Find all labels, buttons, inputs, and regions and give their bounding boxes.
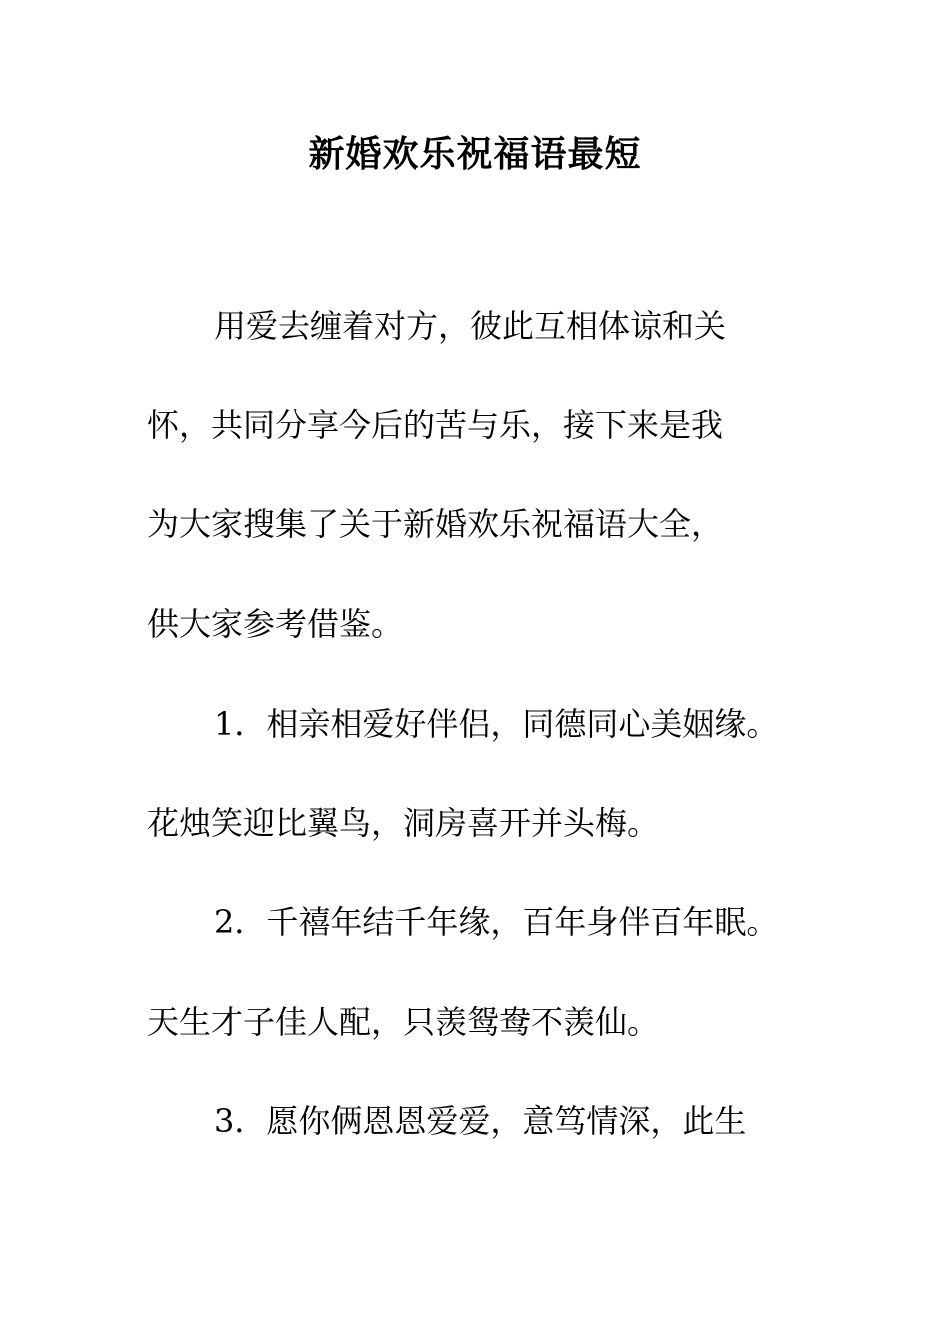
paragraph-line-1: 用爱去缠着对方，彼此互相体谅和关 <box>214 307 727 345</box>
paragraph-line-3: 为大家搜集了关于新婚欢乐祝福语大全， <box>147 505 724 543</box>
paragraph-line-2: 怀，共同分享今后的苦与乐，接下来是我 <box>147 406 724 444</box>
paragraph-line-4: 供大家参考借鉴。 <box>147 605 404 643</box>
list-item-2-line-2: 天生才子佳人配，只羡鸳鸯不羡仙。 <box>147 1003 660 1041</box>
list-item-1-line-2: 花烛笑迎比翼鸟，洞房喜开并头梅。 <box>147 804 660 842</box>
list-item-2-line-1: 2．千禧年结千年缘，百年身伴百年眠。 <box>214 903 779 941</box>
list-item-3-line-1: 3．愿你俩恩恩爱爱，意笃情深，此生 <box>214 1102 747 1140</box>
list-item-1-line-1: 1．相亲相爱好伴侣，同德同心美姻缘。 <box>214 705 779 743</box>
page-title: 新婚欢乐祝福语最短 <box>308 133 642 175</box>
